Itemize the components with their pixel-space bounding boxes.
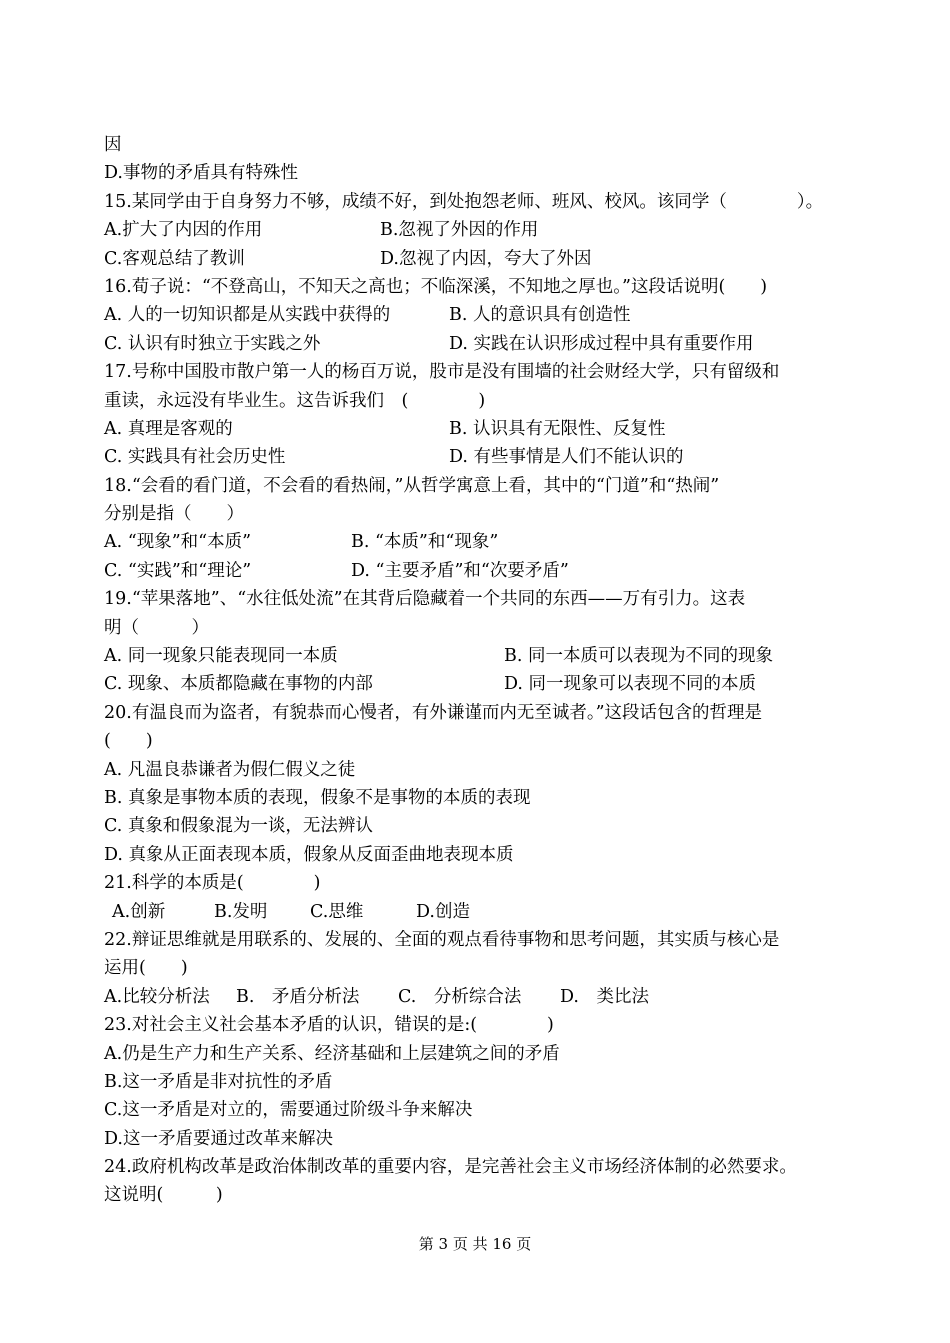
- option-a: A. 真理是客观的: [104, 418, 233, 439]
- options-row: [104, 245, 856, 273]
- question-23: 23.对社会主义社会基本矛盾的认识，错误的是:( ): [104, 1015, 554, 1036]
- option-c: C. 现象、本质都隐藏在事物的内部: [104, 674, 373, 695]
- question-22-continued: 运用( ): [104, 958, 188, 979]
- options-row: [104, 983, 856, 1011]
- option-a: A.比较分析法: [104, 986, 210, 1007]
- options-row: [104, 528, 856, 556]
- options-row: [104, 330, 856, 358]
- option-c: C.这一矛盾是对立的，需要通过阶级斗争来解决: [104, 1100, 473, 1121]
- question-20: 20.有温良而为盗者，有貌恭而心慢者，有外谦谨而内无至诚者。”这段话包含的哲理是: [104, 702, 763, 723]
- page-content: [104, 131, 856, 1210]
- option-d: D.这一矛盾要通过改革来解决: [104, 1128, 333, 1149]
- option-c: C.客观总结了教训: [104, 248, 245, 269]
- text-line: 因: [104, 135, 122, 155]
- option-b: B. 真象是事物本质的表现，假象不是事物的本质的表现: [104, 787, 531, 808]
- options-row: [104, 415, 856, 443]
- option-d: D. “主要矛盾”和“次要矛盾”: [351, 560, 569, 581]
- question-24-continued: 这说明( ): [104, 1185, 223, 1206]
- question-17-continued: 重读，永远没有毕业生。这告诉我们 ( ): [104, 390, 486, 411]
- option-c: C. 实践具有社会历史性: [104, 447, 286, 468]
- option-d: D. 真象从正面表现本质，假象从反面歪曲地表现本质: [104, 844, 514, 865]
- option-a: A. 同一现象只能表现同一本质: [104, 646, 338, 667]
- option-d: D. 实践在认识形成过程中具有重要作用: [449, 333, 754, 354]
- option-c: C. “实践”和“理论”: [104, 560, 252, 581]
- option-a: A. 人的一切知识都是从实践中获得的: [104, 305, 391, 326]
- question-15: 15.某同学由于自身努力不够，成绩不好，到处抱怨老师、班风、校风。该同学（ ）。: [104, 191, 824, 212]
- option-b: B. 人的意识具有创造性: [449, 305, 631, 326]
- question-20-continued: ( ): [104, 731, 153, 752]
- option-a: A. 凡温良恭谦者为假仁假义之徒: [104, 759, 356, 780]
- option-d: D. 同一现象可以表现不同的本质: [504, 674, 757, 695]
- options-row: [104, 443, 856, 471]
- question-16: 16.荀子说：“不登高山，不知天之高也；不临深溪，不知地之厚也。”这段话说明( ): [104, 276, 768, 297]
- options-row: [104, 557, 856, 585]
- options-row: [104, 216, 856, 244]
- question-18: 18.“会看的看门道，不会看的看热闹，”从哲学寓意上看，其中的“门道”和“热闹”: [104, 475, 720, 496]
- option-d: D. 类比法: [560, 986, 649, 1007]
- option-b: B.这一矛盾是非对抗性的矛盾: [104, 1071, 333, 1092]
- option-b: B. 矛盾分析法: [236, 986, 360, 1007]
- option-d: D.事物的矛盾具有特殊性: [104, 163, 298, 184]
- options-row: [104, 642, 856, 670]
- options-row: [104, 301, 856, 329]
- option-c: C. 分析综合法: [398, 986, 522, 1007]
- options-row: [104, 898, 856, 926]
- question-24: 24.政府机构改革是政治体制改革的重要内容，是完善社会主义市场经济体制的必然要求。: [104, 1157, 797, 1178]
- page-number-footer: 第 3 页 共 16 页: [418, 1235, 532, 1253]
- options-row: [104, 670, 856, 698]
- option-d: D.忽视了内因，夸大了外因: [380, 248, 592, 269]
- option-c: C. 真象和假象混为一谈，无法辨认: [104, 816, 373, 837]
- option-b: B.发明: [214, 901, 268, 922]
- question-19-continued: 明（ ）: [104, 617, 209, 638]
- question-21: 21.科学的本质是( ): [104, 873, 321, 894]
- option-c: C. 认识有时独立于实践之外: [104, 333, 321, 354]
- option-a: A.扩大了内因的作用: [104, 220, 263, 241]
- option-b: B. 同一本质可以表现为不同的现象: [504, 646, 773, 667]
- question-17: 17.号称中国股市散户第一人的杨百万说，股市是没有围墙的社会财经大学，只有留级和: [104, 362, 780, 383]
- option-b: B. 认识具有无限性、反复性: [449, 418, 666, 439]
- option-b: B.忽视了外因的作用: [380, 220, 539, 241]
- question-22: 22.辩证思维就是用联系的、发展的、全面的观点看待事物和思考问题，其实质与核心是: [104, 929, 780, 950]
- option-d: D. 有些事情是人们不能认识的: [449, 447, 684, 468]
- option-a: A. “现象”和“本质”: [104, 532, 252, 553]
- option-d: D.创造: [416, 901, 470, 922]
- option-a: A.仍是生产力和生产关系、经济基础和上层建筑之间的矛盾: [104, 1043, 560, 1064]
- option-a: A.创新: [112, 901, 166, 922]
- question-18-continued: 分别是指（ ）: [104, 504, 244, 525]
- option-b: B. “本质”和“现象”: [351, 532, 499, 553]
- option-c: C.思维: [310, 901, 364, 922]
- question-19: 19.“苹果落地”、“水往低处流”在其背后隐藏着一个共同的东西——万有引力。这表: [104, 589, 746, 610]
